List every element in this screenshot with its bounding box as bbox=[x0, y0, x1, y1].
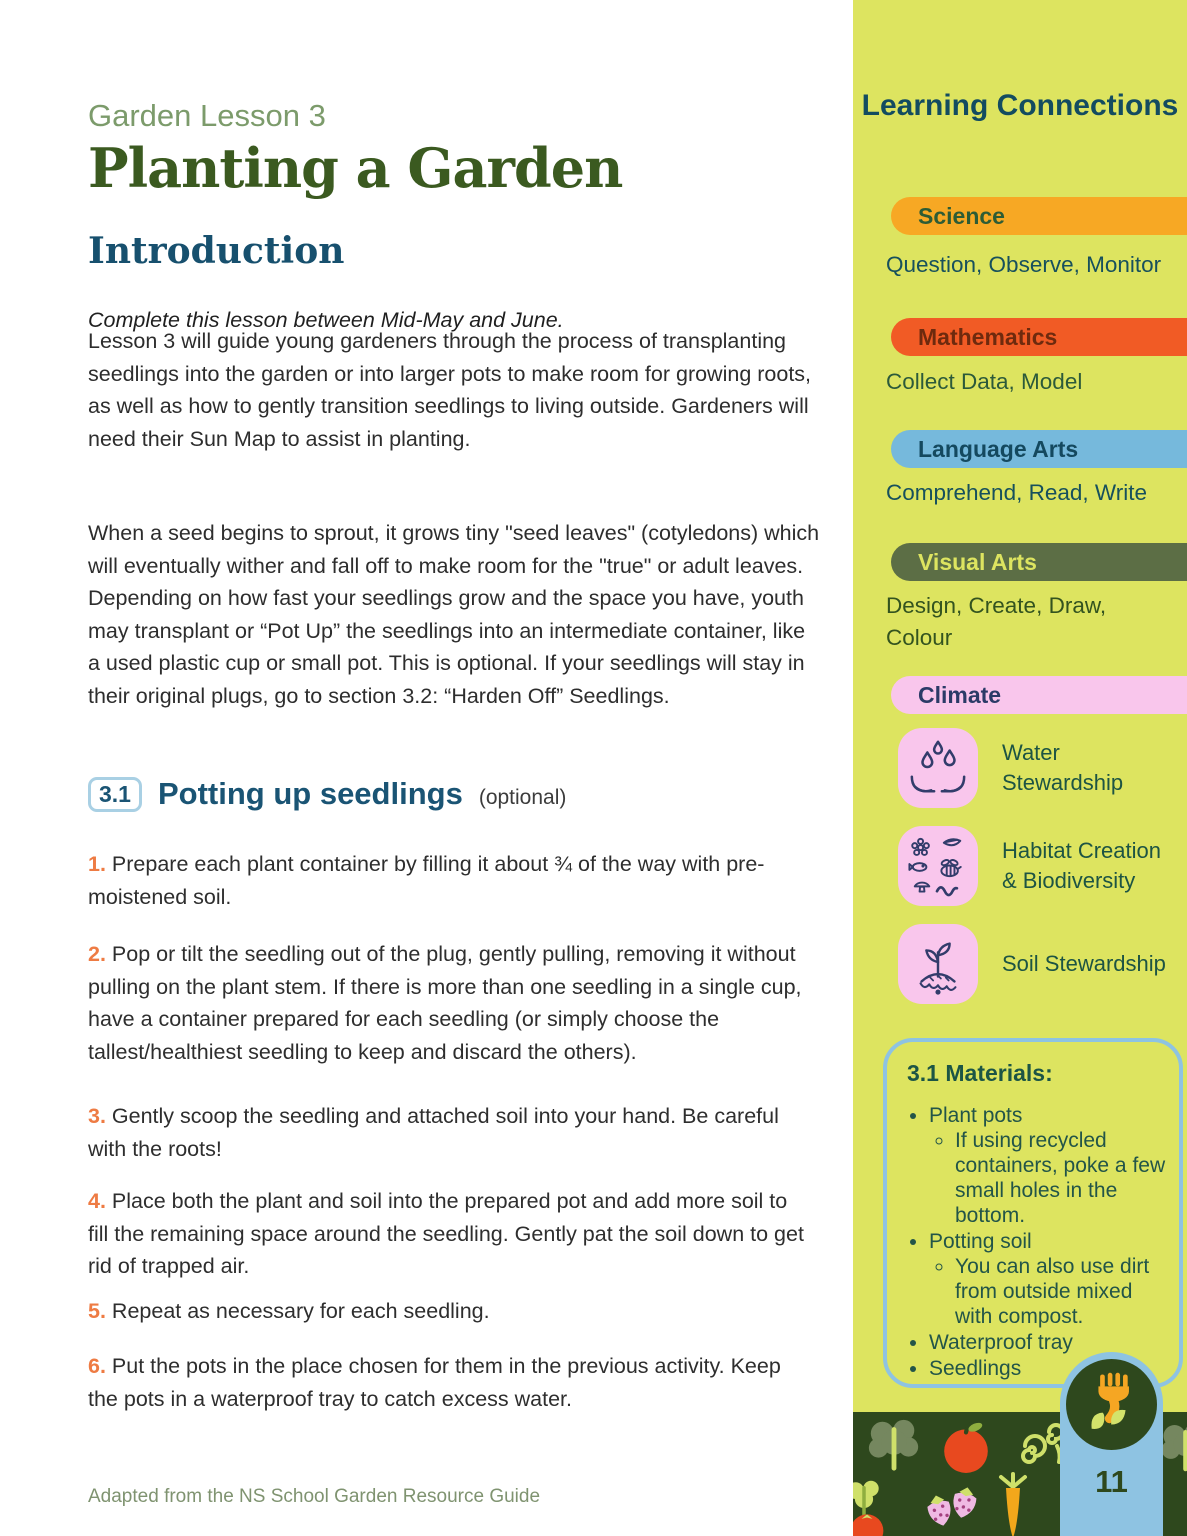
subject-label: Mathematics bbox=[918, 323, 1058, 350]
step-text: Pop or tilt the seedling out of the plug, gently pulling, removing it without pulling on the plant stem. If there is more than one seedling in a single cup, have a container prepared for each seedling (or simply choose the tallest/healthiest seedling to keep and discard the others). bbox=[88, 942, 802, 1064]
bee bbox=[941, 859, 961, 876]
leaf bbox=[944, 839, 960, 845]
subject-pill-climate bbox=[891, 676, 1187, 714]
step-text: Repeat as necessary for each seedling. bbox=[111, 1299, 490, 1323]
soil-stewardship-icon bbox=[898, 924, 978, 1004]
mushroom bbox=[915, 883, 930, 892]
climate-item-label: Water Stewardship bbox=[1002, 740, 1124, 795]
climate-item-label: Habitat Creation & Biodiversity bbox=[1002, 838, 1161, 893]
climate-item-soil bbox=[898, 924, 1183, 1004]
apple-icon bbox=[939, 1420, 993, 1474]
fork-leaf-logo-icon bbox=[1073, 1366, 1151, 1444]
materials-heading: 3.1 Materials: bbox=[907, 1060, 1053, 1086]
section-optional-note: (optional) bbox=[478, 786, 567, 809]
flower bbox=[912, 839, 929, 855]
subject-pill-language-arts bbox=[891, 430, 1187, 468]
kale-icon bbox=[865, 1416, 923, 1474]
materials-list bbox=[905, 1103, 1171, 1381]
climate-item-label: Soil Stewardship bbox=[1002, 951, 1166, 976]
step-number: 4. bbox=[88, 1189, 106, 1213]
intro-heading: Introduction bbox=[88, 230, 345, 272]
subject-label: Language Arts bbox=[918, 435, 1079, 462]
water-stewardship-icon bbox=[898, 728, 978, 808]
page-title: Planting a Garden bbox=[88, 136, 623, 200]
intro-paragraph: When a seed begins to sprout, it grows tiny "seed leaves" (cotyledons) which will eventually wither and fall off to make room for the "true" or adult leaves. Depending on how fast your seedlings grow and the space you have, youth may transplant or “Pot Up” the seedlings into an intermediate container, like a used plastic cup or small pot. This is optional. If your seedlings will stay in their original plugs, go to section 3.2: “Harden Off” Seedlings. bbox=[88, 521, 820, 708]
step-item bbox=[88, 1100, 806, 1165]
subject-label: Visual Arts bbox=[918, 548, 1037, 575]
materials-item bbox=[929, 1330, 1171, 1355]
section-heading bbox=[88, 776, 566, 812]
carrot-icon bbox=[989, 1470, 1037, 1536]
materials-item bbox=[929, 1103, 1171, 1228]
tomato-icon bbox=[853, 1508, 887, 1536]
subject-skills-mathematics: Collect Data, Model bbox=[886, 369, 1083, 394]
logo-badge bbox=[1066, 1359, 1157, 1450]
fish bbox=[909, 863, 926, 871]
learning-connections-sidebar bbox=[853, 0, 1187, 1536]
subject-skills-visual-arts: Design, Create, Draw, Colour bbox=[886, 593, 1107, 650]
strawberry-icon bbox=[919, 1482, 985, 1536]
subject-skills-science: Question, Observe, Monitor bbox=[886, 252, 1162, 277]
step-text: Put the pots in the place chosen for them in the previous activity. Keep the pots in a waterproof tray to catch excess water. bbox=[88, 1354, 781, 1411]
page-number: 11 bbox=[1095, 1464, 1128, 1499]
step-text: Place both the plant and soil into the prepared pot and add more soil to fill the remaining space around the seedling. Gently pat the soil down to get rid of trapped air. bbox=[88, 1189, 804, 1278]
materials-subitem: ◦ If using recycled containers, poke a few small holes in the bottom. bbox=[955, 1128, 1171, 1228]
step-number: 3. bbox=[88, 1104, 106, 1128]
subject-label: Science bbox=[918, 202, 1005, 229]
subject-label: Climate bbox=[918, 681, 1002, 708]
page-number-tab bbox=[1060, 1352, 1163, 1536]
climate-item-water bbox=[898, 728, 1183, 808]
step-text: Gently scoop the seedling and attached soil into your hand. Be careful with the roots! bbox=[88, 1104, 779, 1161]
step-number: 6. bbox=[88, 1354, 106, 1378]
subject-pill-visual-arts bbox=[891, 543, 1187, 581]
materials-item bbox=[929, 1229, 1171, 1329]
materials-item-text: Potting soil bbox=[929, 1230, 1032, 1253]
step-number: 5. bbox=[88, 1299, 106, 1323]
subject-pill-mathematics bbox=[891, 318, 1187, 356]
main-content bbox=[88, 0, 820, 1536]
worm bbox=[937, 887, 957, 895]
sidebar-heading: Learning Connections bbox=[861, 89, 1179, 122]
step-item bbox=[88, 1350, 806, 1415]
step-text: Prepare each plant container by filling it about ¾ of the way with pre-moistened soil. bbox=[88, 852, 765, 909]
step-number: 1. bbox=[88, 852, 106, 876]
materials-item-text: Waterproof tray bbox=[929, 1331, 1073, 1354]
materials-box bbox=[883, 1038, 1183, 1388]
materials-item-text: Plant pots bbox=[929, 1104, 1023, 1127]
section-title: Potting up seedlings bbox=[157, 776, 463, 811]
intro-note: Complete this lesson between Mid-May and June. bbox=[88, 307, 564, 332]
subject-pill-science bbox=[891, 197, 1187, 235]
step-item bbox=[88, 848, 806, 913]
intro-paragraph: Lesson 3 will guide young gardeners through the process of transplanting seedlings into the garden or into larger pots to make room for growing roots, as well as how to gently transition seedlings to living outside. Gardeners will need their Sun Map to assist in planting. bbox=[88, 329, 812, 451]
subject-skills-language-arts: Comprehend, Read, Write bbox=[886, 480, 1147, 505]
materials-subitem: ◦ You can also use dirt from outside mixed with compost. bbox=[955, 1254, 1171, 1329]
lesson-label: Garden Lesson 3 bbox=[88, 98, 326, 133]
section-number-badge: 3.1 bbox=[88, 777, 142, 812]
climate-item-habitat bbox=[898, 826, 1183, 906]
page-footer: Adapted from the NS School Garden Resource Guide bbox=[88, 1486, 541, 1507]
step-item bbox=[88, 938, 806, 1068]
step-number: 2. bbox=[88, 942, 106, 966]
habitat-creation-icon bbox=[898, 826, 978, 906]
materials-item-text: Seedlings bbox=[929, 1357, 1022, 1380]
step-item bbox=[88, 1295, 806, 1328]
step-item bbox=[88, 1185, 806, 1283]
